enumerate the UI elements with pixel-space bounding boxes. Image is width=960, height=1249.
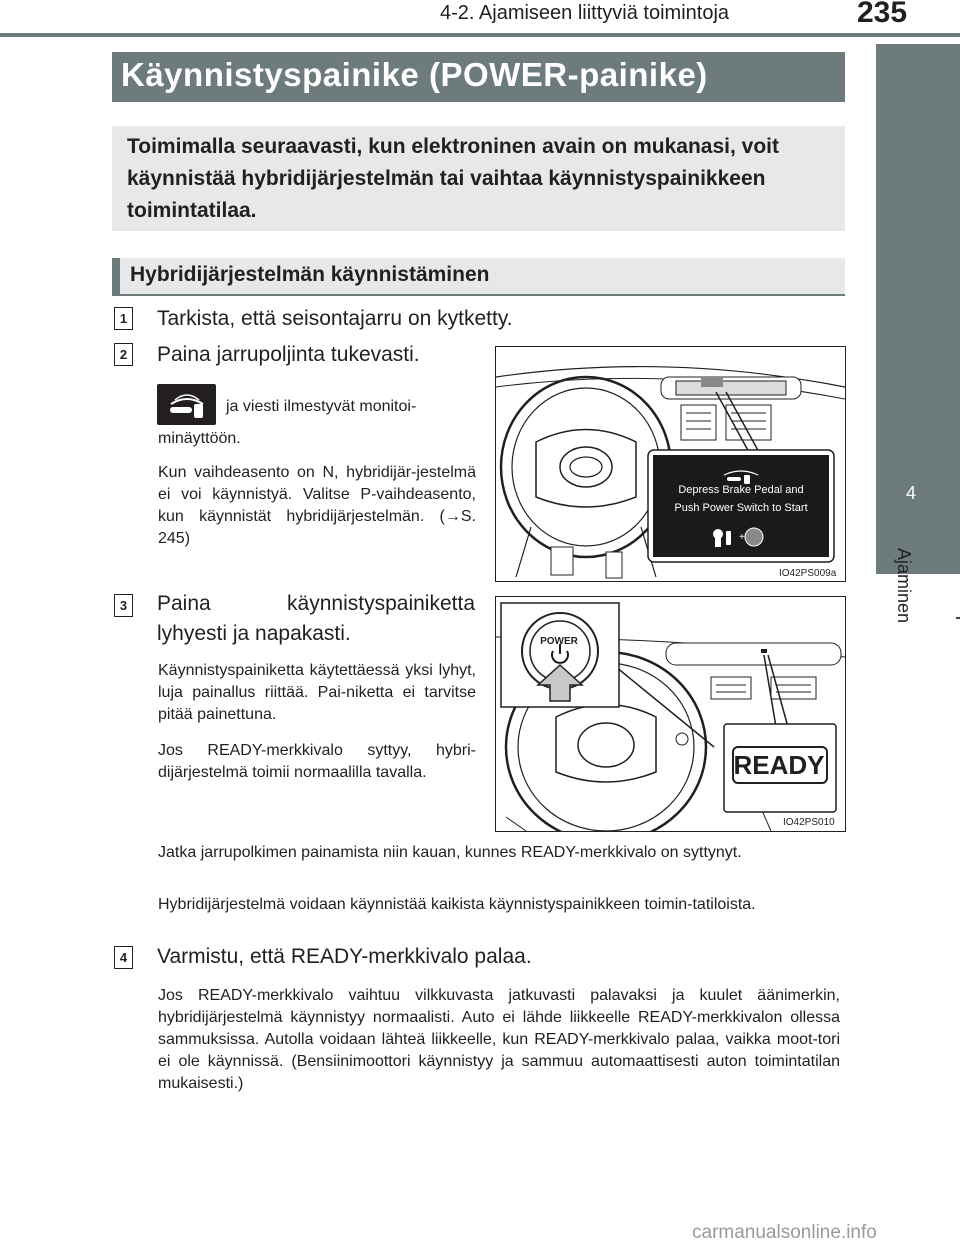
chapter-number: 4: [906, 483, 917, 503]
step-2-note-b: Kun vaihdeasento on N, hybridijär-jestelmä ei voi käynnistyä. Valitse P-vaihdeasento, kun käynnistät hybridijärjestelmän. (→S. 245): [158, 464, 476, 547]
footer-watermark: carmanualsonline.info: [692, 1222, 877, 1243]
figure-brake-message: [495, 346, 846, 582]
subheading-accent: [112, 258, 120, 296]
step-3-text-line-2: lyhyesti ja napakasti.: [157, 622, 351, 645]
subheading: Hybridijärjestelmän käynnistäminen: [130, 263, 490, 286]
chapter-tab-bar: [876, 44, 960, 524]
figure-2-id: IO42PS010: [783, 817, 835, 828]
step-3-text-line-1: Paina käynnistyspainiketta: [157, 592, 475, 615]
chapter-tab-number-block: [876, 524, 960, 574]
ready-indicator-label: READY: [733, 750, 825, 780]
step-1-badge: 1: [114, 307, 133, 330]
step-3-note-b: Jos READY-merkkivalo syttyy, hybri-dijärjestelmä toimii normaalilla tavalla.: [158, 742, 476, 781]
svg-text:+: +: [739, 532, 745, 543]
header-rule: [0, 33, 960, 37]
smart-key-indicator-icon: [157, 384, 216, 425]
step-3-note-a: Käynnistyspainiketta käytettäessä yksi lyhyt, luja painallus riittää. Pai-niketta ei tarvitse pitää painettuna.: [158, 662, 476, 723]
step-3-note-d: Hybridijärjestelmä voidaan käynnistää kaikista käynnistyspainikkeen toimin-tatiloista.: [158, 896, 756, 913]
page-title: Käynnistyspainike (POWER-painike): [121, 56, 708, 93]
step-4-badge: 4: [114, 946, 133, 969]
step-2-note-a-cont: minäyttöön.: [158, 430, 241, 447]
step-2-badge: 2: [114, 343, 133, 366]
display-line-1: Depress Brake Pedal and: [678, 484, 804, 496]
step-1-text: Tarkista, että seisontajarru on kytketty.: [157, 307, 513, 330]
page-number: 235: [857, 0, 908, 29]
step-2-text: Paina jarrupoljinta tukevasti.: [157, 343, 420, 366]
step-4-note: Jos READY-merkkivalo vaihtuu vilkkuvasta jatkuvasti palavaksi ja kuulet äänimerkin, hybridijärjestelmä käynnistyy normaalisti. Auto ei lähde liikkeelle READY-merkkivalon ollessa sammuksissa. Autolla voidaan lähteä liikkeelle, kun READY-merkkivalo palaa, vaikka moot-tori ei ole käynnissä. (Bensiinimoottori käynnistyy ja sammuu automaattisesti auton toimintatilan mukaisesti.): [158, 987, 840, 1092]
chapter-tab: [876, 44, 960, 1044]
tab-tick: [956, 617, 960, 619]
power-button-label: POWER: [540, 636, 578, 647]
display-line-2: Push Power Switch to Start: [674, 502, 808, 514]
intro-text: Toimimalla seuraavasti, kun elektroninen avain on mukanasi, voit käynnistää hybridijärjestelmän tai vaihtaa käynnistyspainikkeen toimintatilaa.: [127, 135, 779, 222]
step-3-note-c: Jatka jarrupolkimen painamista niin kauan, kunnes READY-merkkivalo on syttynyt.: [158, 844, 742, 861]
running-header-section: 4-2. Ajamiseen liittyviä toimintoja: [440, 2, 730, 24]
step-4-text: Varmistu, että READY-merkkivalo palaa.: [157, 945, 532, 968]
step-2-note-a: ja viesti ilmestyvät monitoi-: [226, 398, 417, 415]
step-3-badge: 3: [114, 594, 133, 617]
chapter-name: Ajaminen: [894, 548, 914, 624]
figure-power-button: [495, 596, 846, 832]
figure-1-id: IO42PS009a: [779, 568, 837, 579]
